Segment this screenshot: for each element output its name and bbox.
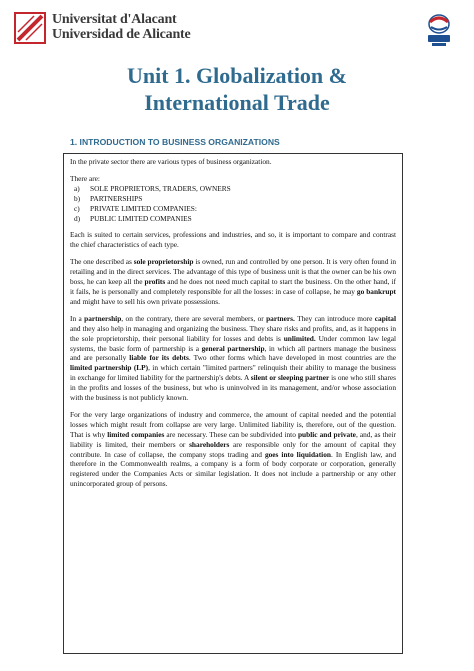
text-run: They can introduce more xyxy=(294,313,375,323)
content-box xyxy=(63,153,403,654)
bold-term: capital xyxy=(374,313,396,323)
bold-term: partnership xyxy=(84,313,122,323)
text-run: , and, as their liability is limited, their members or xyxy=(70,429,396,449)
page-title-line-2: International Trade xyxy=(144,90,330,115)
text-run: , in which certain "limited partners" relinquish their ability to manage the business in exchange for limited liability for the partnership's debts. A xyxy=(70,363,396,383)
there-are-label: There are: xyxy=(70,173,100,183)
bold-term: go bankrupt xyxy=(356,286,397,296)
list-item: c) PRIVATE LIMITED COMPANIES: xyxy=(74,203,197,213)
text-run: , on the contrary, there are several members, or xyxy=(121,313,267,323)
bold-term: unlimited. xyxy=(283,333,316,343)
bold-term: sole proprietorship xyxy=(133,257,194,267)
text-run: For the very large organizations of industry and commerce, the amount of capital needed and the potential losses which might result from collapse are very large. Unlimited liability is, therefore, out of the question. That is why xyxy=(70,409,396,439)
bold-term: public and private xyxy=(297,429,356,439)
list-item: d) PUBLIC LIMITED COMPANIES xyxy=(74,213,192,223)
text-run: Under common law legal systems, the basic form of partnership is a xyxy=(70,333,396,353)
bold-term: limited partnership (LP) xyxy=(70,363,149,373)
page-title xyxy=(0,62,474,116)
text-run: . In English law, and therefore in the Commonwealth realms, a company is a form of body corporate or corporation, generally registered under the Companies Acts or similar legislation. It does not include a partnership or any other unincorporated group of persons. xyxy=(70,449,396,489)
text-run: is one who still shares in the profits and losses of the business, but who is uninvolved in its management, and/or whose association with the business is not publicly known. xyxy=(70,373,397,403)
limited-companies-paragraph xyxy=(70,410,396,489)
page-title-line-1: Unit 1. Globalization & xyxy=(126,63,347,88)
text-run: . Two other forms which have developed in most countries are the xyxy=(188,353,396,363)
list-item: b) PARTNERSHIPS xyxy=(74,193,143,203)
university-name-line-2: Universidad de Alicante xyxy=(52,27,191,42)
text-run: and he does not need much capital to start the business. On the other hand, if it fails, he is personally and completely responsible for all the losses: in case of collapse, he may xyxy=(70,277,396,296)
business-types-list xyxy=(70,184,396,224)
intro-paragraph: In the private sector there are various types of business organization. xyxy=(70,157,272,166)
text-run: , in which all partners manage the business and are personally xyxy=(70,343,396,363)
bold-term: limited companies xyxy=(107,429,165,439)
bold-term: general partnership xyxy=(201,343,265,353)
partnership-paragraph xyxy=(70,314,396,403)
text-run: and might have to sell his own private possessions. xyxy=(70,296,220,306)
text-run: are necessary. These can be subdivided into xyxy=(164,429,298,439)
sole-proprietorship-paragraph xyxy=(70,257,396,307)
bold-term: shareholders xyxy=(189,439,230,449)
page-header xyxy=(14,10,460,46)
bold-term: silent or sleeping partner xyxy=(250,373,330,383)
each-paragraph: Each is suited to certain services, professions and industries, and so, it is important to compare and contrast the chief characteristics of each type. xyxy=(70,230,396,250)
university-name xyxy=(52,12,191,42)
text-run: The one described as xyxy=(70,257,134,267)
bold-term: profits xyxy=(144,277,166,287)
text-run: is owned, run and controlled by one person. It is very often found in retailing and in the direct services. The advantage of this type of business unit is that the owner can be his own boss, he can keep all the xyxy=(70,257,396,287)
bold-term: partners. xyxy=(266,313,295,323)
efir-logo-icon xyxy=(422,12,456,50)
text-run: In a xyxy=(70,313,85,323)
text-run: are responsible only for the amount of capital they contribute. In case of collapse, the company stops trading and xyxy=(70,439,396,459)
text-run: and they also help in managing and organizing the business. They share risks and profits, and, as it happens in the sole proprietorship, their personal liability for losses and debts is xyxy=(70,323,396,343)
university-name-line-1: Universitat d'Alacant xyxy=(52,12,177,27)
bold-term: liable for its debts xyxy=(129,353,189,363)
section-heading: 1. INTRODUCTION TO BUSINESS ORGANIZATIONS xyxy=(70,137,280,147)
university-logo-icon xyxy=(14,12,46,44)
bold-term: goes into liquidation xyxy=(264,449,331,459)
list-item: a) SOLE PROPRIETORS, TRADERS, OWNERS xyxy=(74,183,231,193)
